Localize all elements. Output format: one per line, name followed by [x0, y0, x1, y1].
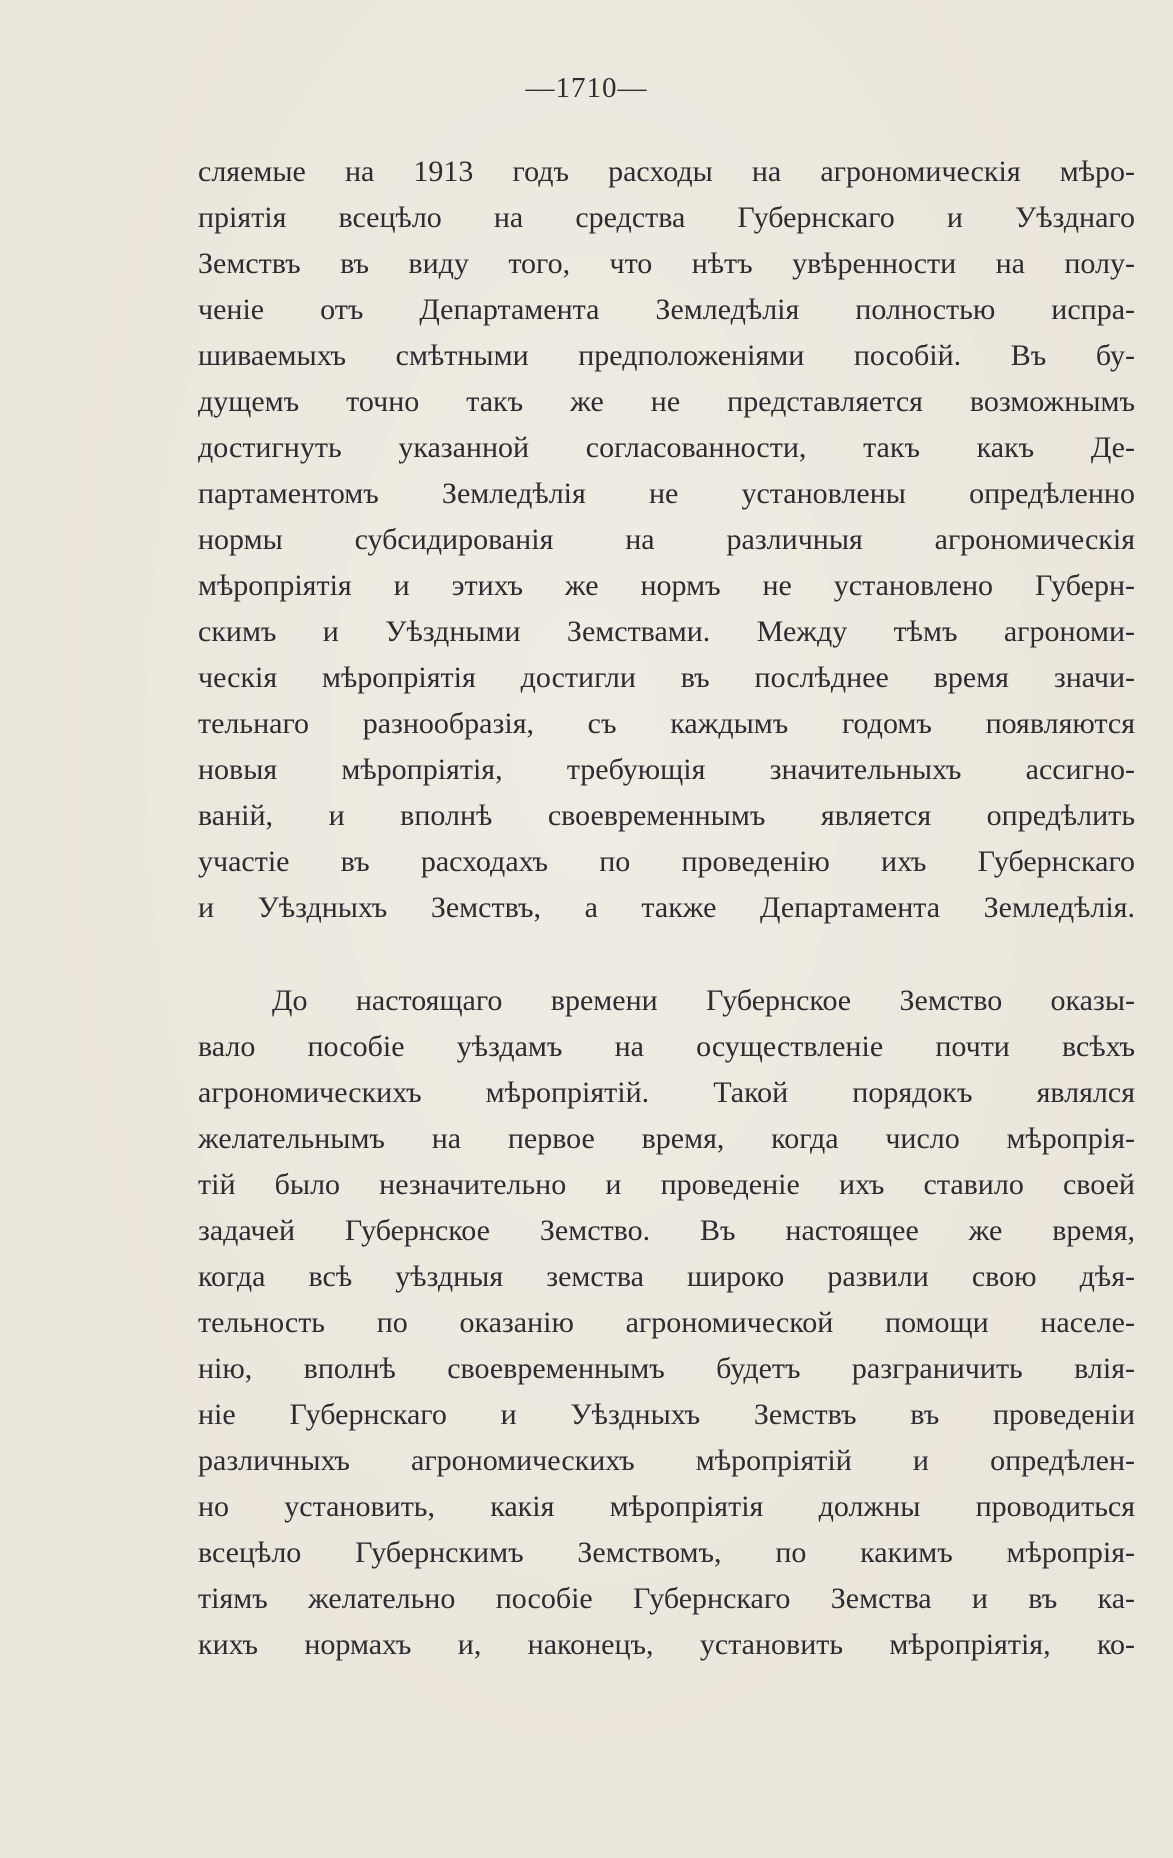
text-line: нію, вполнѣ своевременнымъ будетъ разграничить влія-: [198, 1352, 1135, 1385]
text-line: скимъ и Уѣздными Земствами. Между тѣмъ агрономи-: [198, 615, 1135, 648]
text-line: кихъ нормахъ и, наконецъ, установить мѣропріятія, ко-: [198, 1628, 1135, 1661]
text-line: Земствъ въ виду того, что нѣтъ увѣренности на полу-: [198, 247, 1135, 280]
text-line: задачей Губернское Земство. Въ настоящее же время,: [198, 1214, 1135, 1247]
text-line: До настоящаго времени Губернское Земство оказы-: [272, 984, 1135, 1017]
text-line: пріятія всецѣло на средства Губернскаго и Уѣзднаго: [198, 201, 1135, 234]
text-line: ченіе отъ Департамента Земледѣлія полностью испра-: [198, 293, 1135, 326]
text-line: ваній, и вполнѣ своевременнымъ является опредѣлить: [198, 799, 1135, 832]
text-line: тельнаго разнообразія, съ каждымъ годомъ появляются: [198, 707, 1135, 740]
text-line: тіямъ желательно пособіе Губернскаго Земства и въ ка-: [198, 1582, 1135, 1615]
text-line: партаментомъ Земледѣлія не установлены опредѣленно: [198, 477, 1135, 510]
text-line: новыя мѣропріятія, требующія значительныхъ ассигно-: [198, 753, 1135, 786]
text-line: тельность по оказанію агрономической помощи населе-: [198, 1306, 1135, 1339]
text-line: желательнымъ на первое время, когда число мѣропрія-: [198, 1122, 1135, 1155]
text-line: шиваемыхъ смѣтными предположеніями пособій. Въ бу-: [198, 339, 1135, 372]
text-line: нормы субсидированія на различныя агрономическія: [198, 523, 1135, 556]
text-line: ніе Губернскаго и Уѣздныхъ Земствъ въ проведеніи: [198, 1398, 1135, 1431]
text-line: но установить, какія мѣропріятія должны проводиться: [198, 1490, 1135, 1523]
text-line: всецѣло Губернскимъ Земствомъ, по какимъ мѣропрія-: [198, 1536, 1135, 1569]
text-line: различныхъ агрономическихъ мѣропріятій и опредѣлен-: [198, 1444, 1135, 1477]
text-line: участіе въ расходахъ по проведенію ихъ Губернскаго: [198, 845, 1135, 878]
text-line: агрономическихъ мѣропріятій. Такой порядокъ являлся: [198, 1076, 1135, 1109]
text-line: ческія мѣропріятія достигли въ послѣднее время значи-: [198, 661, 1135, 694]
text-line: тій было незначительно и проведеніе ихъ ставило своей: [198, 1168, 1135, 1201]
text-line: вало пособіе уѣздамъ на осуществленіе почти всѣхъ: [198, 1030, 1135, 1063]
page-number: —1710—: [525, 72, 648, 104]
text-line: и Уѣздныхъ Земствъ, а также Департамента Земледѣлія.: [198, 891, 1135, 924]
text-line: дущемъ точно такъ же не представляется возможнымъ: [198, 385, 1135, 418]
text-line: мѣропріятія и этихъ же нормъ не установлено Губерн-: [198, 569, 1135, 602]
text-line: достигнуть указанной согласованности, такъ какъ Де-: [198, 431, 1135, 464]
text-line: сляемые на 1913 годъ расходы на агрономическія мѣро-: [198, 155, 1135, 188]
text-line: когда всѣ уѣздныя земства широко развили свою дѣя-: [198, 1260, 1135, 1293]
